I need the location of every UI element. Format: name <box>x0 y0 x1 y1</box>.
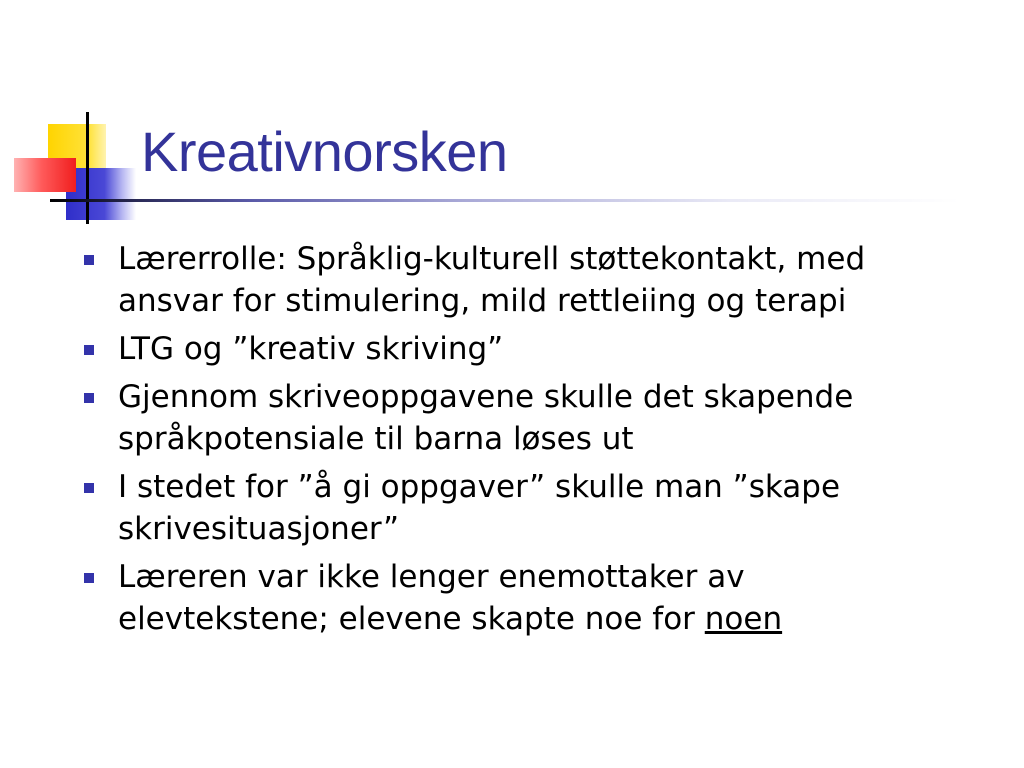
square-bullet-icon <box>84 393 94 403</box>
bullet-text: Lærerrolle: Språklig-kulturell støttekontakt, med ansvar for stimulering, mild rettleiing og terapi <box>118 241 866 319</box>
logo-vertical-line <box>86 112 89 224</box>
bullet-text: Gjennom skriveoppgavene skulle det skapende språkpotensiale til barna løses ut <box>118 379 854 457</box>
logo-blue-square <box>66 168 136 220</box>
bullet-item <box>80 466 960 550</box>
bullet-text: I stedet for ”å gi oppgaver” skulle man ”skape skrivesituasjoner” <box>118 469 841 547</box>
square-bullet-icon <box>84 483 94 493</box>
bullet-text: LTG og ”kreativ skriving” <box>118 331 504 367</box>
square-bullet-icon <box>84 255 94 265</box>
bullet-item <box>80 556 960 640</box>
square-bullet-icon <box>84 345 94 355</box>
bullet-item <box>80 328 960 370</box>
underlined-word: noen <box>704 601 783 637</box>
bullet-text: Læreren var ikke lenger enemottaker av elevtekstene; elevene skapte noe for <box>118 559 745 637</box>
square-bullet-icon <box>84 573 94 583</box>
slide-title: Kreativnorsken <box>141 120 508 183</box>
title-underline-rule <box>50 199 960 202</box>
bullet-list <box>80 238 960 646</box>
logo-red-square <box>14 158 76 192</box>
bullet-item <box>80 376 960 460</box>
bullet-item <box>80 238 960 322</box>
